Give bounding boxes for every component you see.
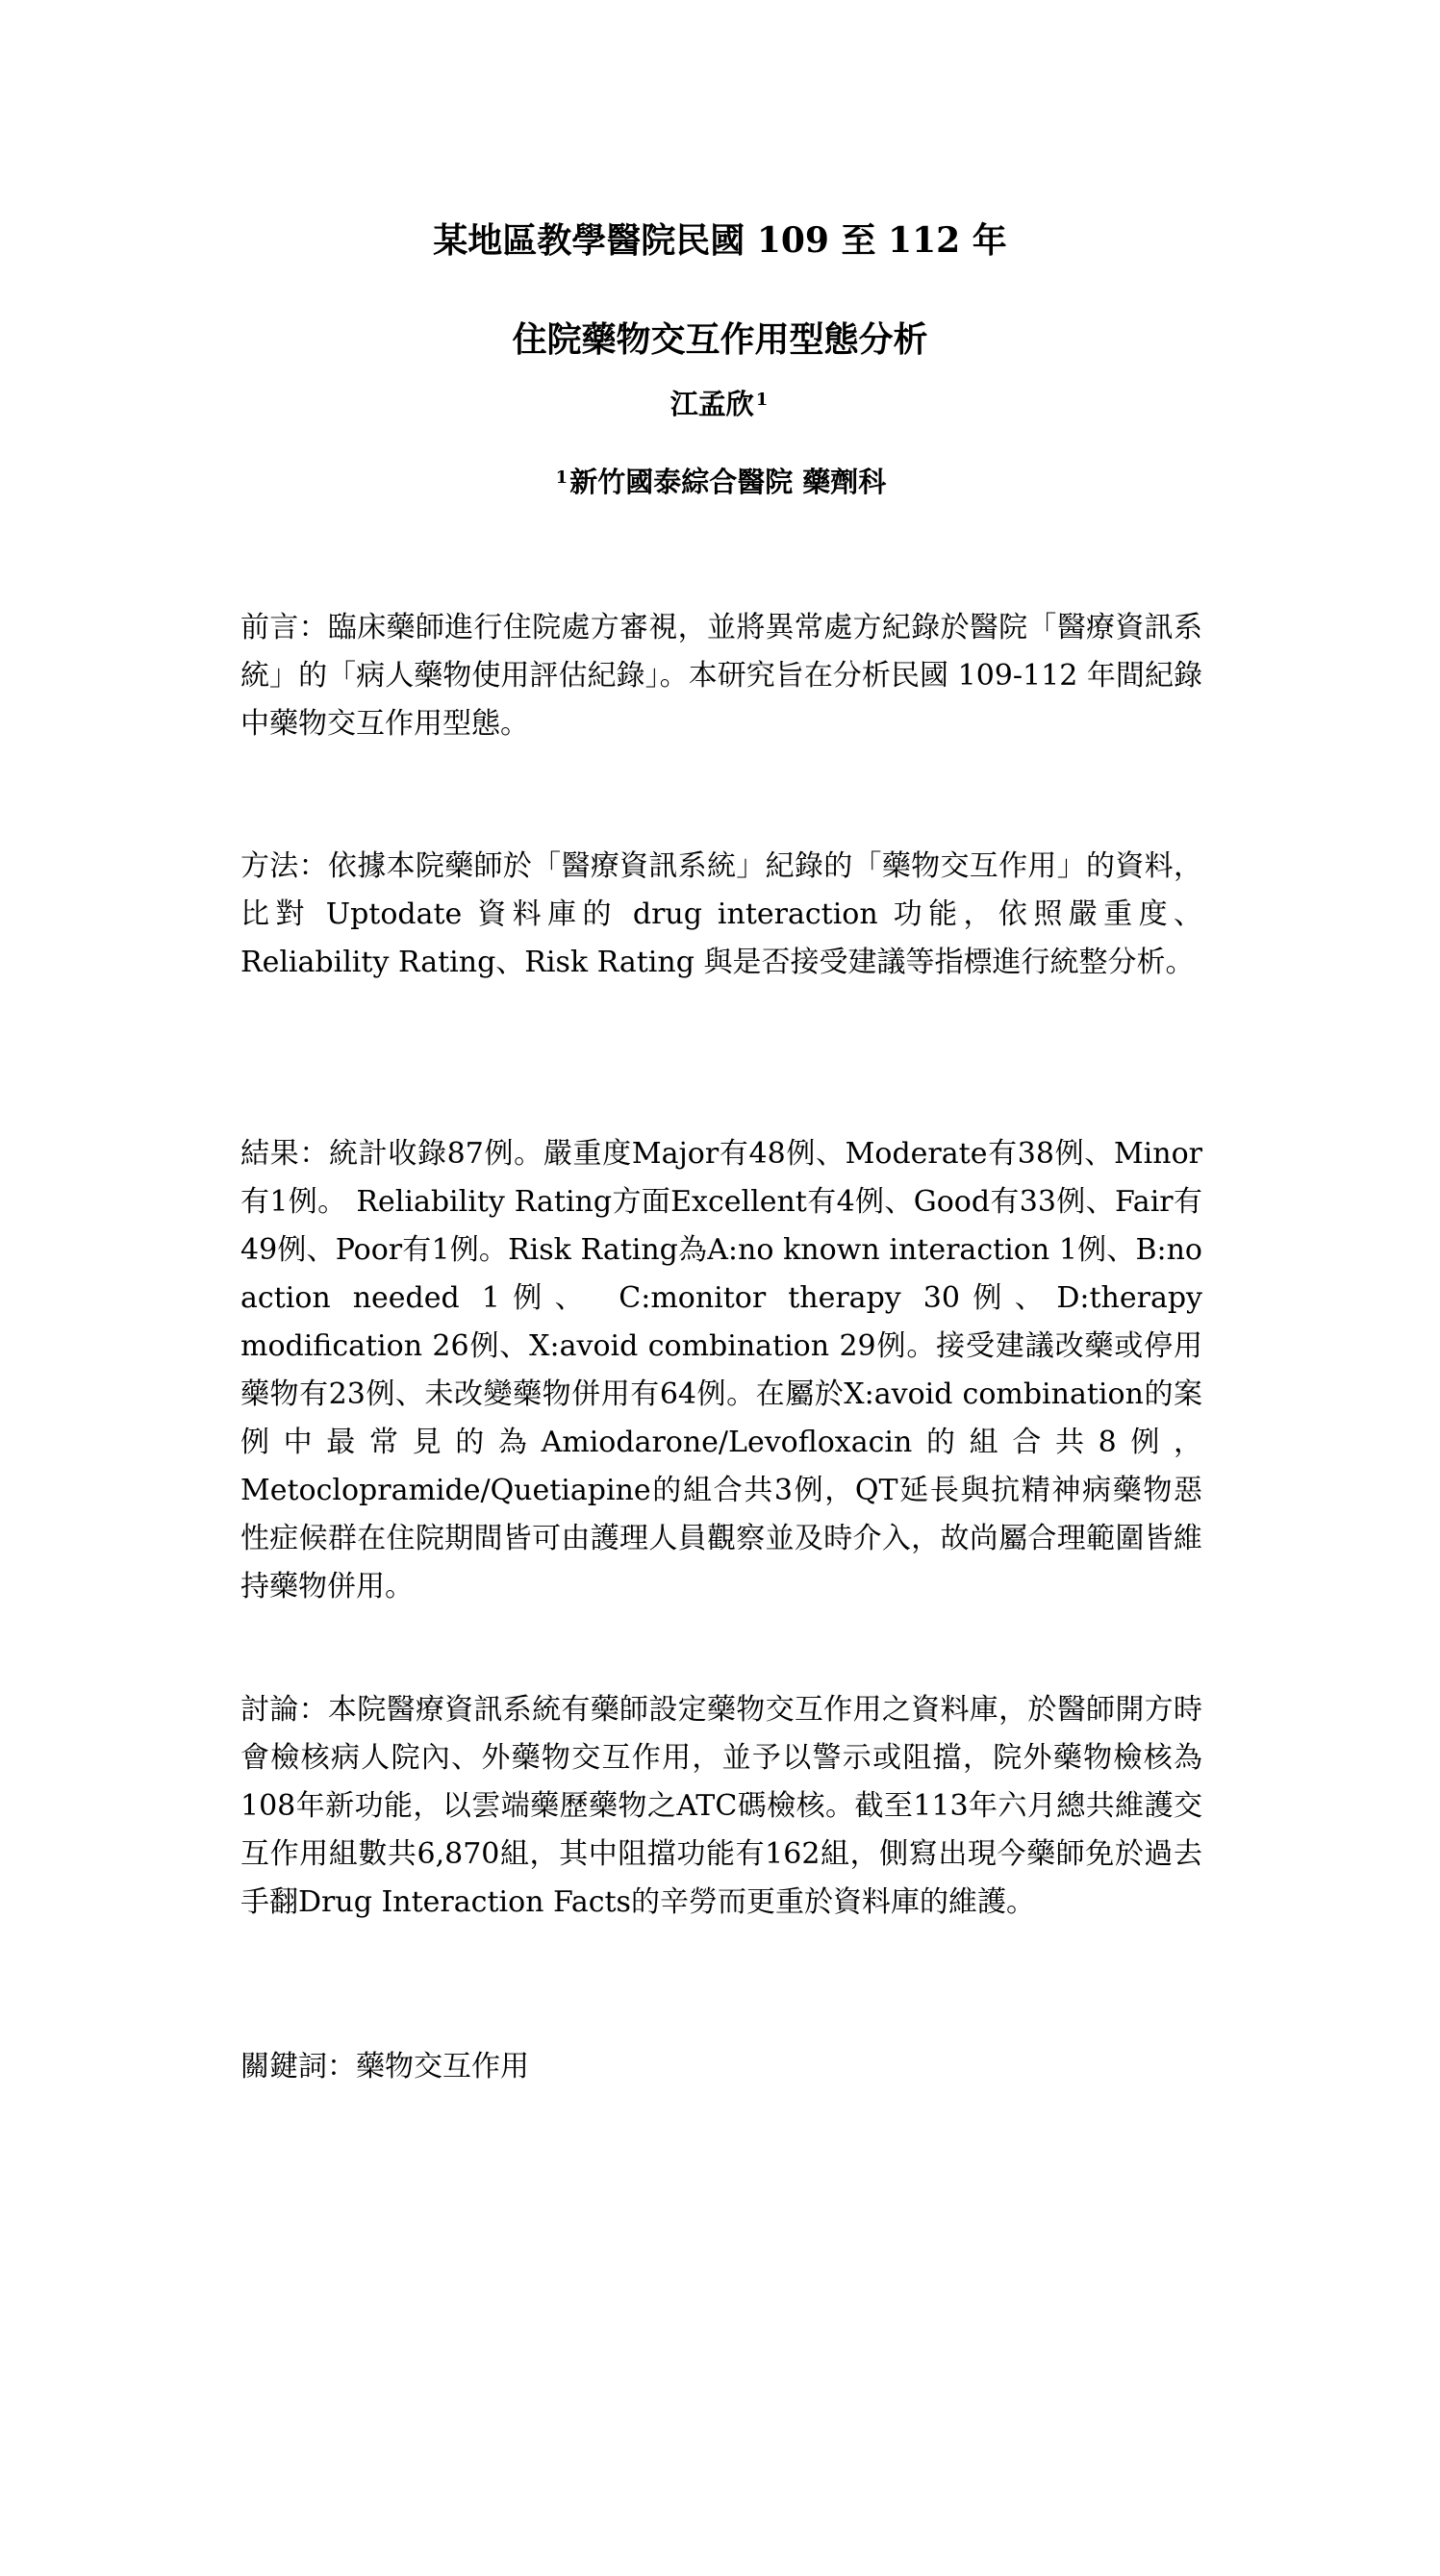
introduction-paragraph: 前言：臨床藥師進行住院處方審視，並將異常處方紀錄於醫院「醫療資訊系統」的「病人藥物使用評估紀錄」。本研究旨在分析民國 109-112 年間紀錄中藥物交互作用型態。 xyxy=(240,611,1202,741)
author-line xyxy=(0,385,1440,423)
methods-paragraph: 方法：依據本院藥師於「醫療資訊系統」紀錄的「藥物交互作用」的資料，比對 Uptodate 資料庫的 drug interaction 功能，依照嚴重度、Reliability Rating、Risk Rating 與是否接受建議等指標進行統整分析。 xyxy=(240,849,1202,979)
title-line-1: 某地區教學醫院民國 109 至 112 年 xyxy=(433,220,1007,261)
title-line-2: 住院藥物交互作用型態分析 xyxy=(512,319,928,360)
author-name: 江孟欣 xyxy=(669,388,754,420)
keywords-line: 關鍵詞：藥物交互作用 xyxy=(240,2050,529,2084)
results-paragraph: 結果：統計收錄87例。嚴重度Major有48例、Moderate有38例、Minor有1例。 Reliability Rating方面Excellent有4例、Good有33例、Fair有49例、Poor有1例。Risk Rating為A:no known interaction 1例、B:no action needed 1例、 C:monitor therapy 30例、D:therapy modification 26例、X:avoid combination 29例。接受建議改藥或停用藥物有23例、未改變藥物併用有64例。在屬於X:avoid combination的案例中最常見的為Amiodarone/Levofloxacin的組合共8例，Metoclopramide/Quetiapine的組合共3例，QT延長與抗精神病藥物惡性症候群在住院期間皆可由護理人員觀察並及時介入，故尚屬合理範圍皆維持藥物併用。 xyxy=(240,1137,1202,1604)
affiliation-text: 新竹國泰綜合醫院 藥劑科 xyxy=(569,466,887,498)
affiliation-superscript: 1 xyxy=(555,467,568,488)
affiliation-line xyxy=(0,463,1440,501)
discussion-paragraph: 討論：本院醫療資訊系統有藥師設定藥物交互作用之資料庫，於醫師開方時會檢核病人院內、外藥物交互作用，並予以警示或阻擋，院外藥物檢核為108年新功能，以雲端藥歷藥物之ATC碼檢核。截至113年六月總共維護交互作用組數共6,870組，其中阻擋功能有162組，側寫出現今藥師免於過去手翻Drug Interaction Facts的辛勞而更重於資料庫的維護。 xyxy=(240,1693,1202,1919)
author-superscript: 1 xyxy=(755,390,769,410)
